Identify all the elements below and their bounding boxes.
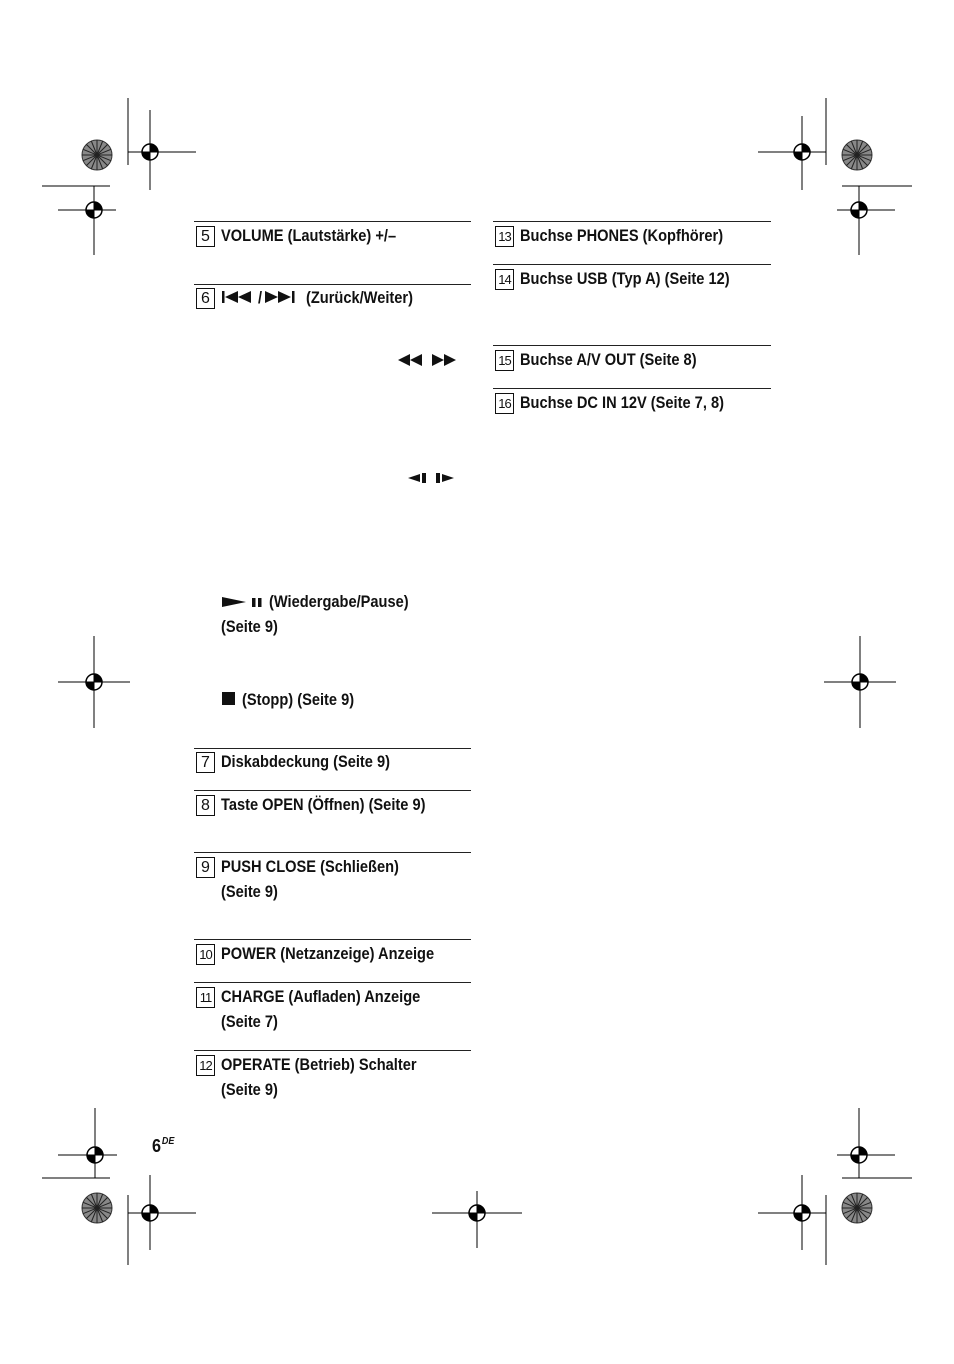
divider [194,1050,471,1051]
item-12-label: OPERATE (Betrieb) Schalter [221,1055,417,1074]
prev-icon [222,290,258,304]
item-number: 10 [196,944,215,965]
item-9-label: PUSH CLOSE (Schließen) [221,857,399,876]
divider [493,388,771,389]
item-number: 9 [196,857,215,878]
item-16-label: Buchse DC IN 12V (Seite 7, 8) [520,393,724,412]
slow-step-icon [408,472,458,484]
divider [493,264,771,265]
play-pause-icon [222,595,266,609]
item-6-label: (Zurück/Weiter) [306,288,413,307]
item-14-label: Buchse USB (Typ A) (Seite 12) [520,269,730,288]
stop-label: (Stopp) (Seite 9) [242,690,355,709]
divider [194,221,471,222]
divider [194,852,471,853]
item-number: 7 [196,752,215,773]
item-7-label: Diskabdeckung (Seite 9) [221,752,391,771]
item-number: 16 [495,393,514,414]
item-15-label: Buchse A/V OUT (Seite 8) [520,350,697,369]
item-number: 11 [196,987,215,1008]
item-number: 15 [495,350,514,371]
item-13-label: Buchse PHONES (Kopfhörer) [520,226,724,245]
item-number: 8 [196,795,215,816]
item-12-page-ref: (Seite 9) [221,1080,278,1099]
divider [493,345,771,346]
next-icon [265,290,301,304]
item-10-label: POWER (Netzanzeige) Anzeige [221,944,435,963]
play-pause-page-ref: (Seite 9) [221,617,278,636]
item-number: 5 [196,226,215,247]
item-number: 13 [495,226,514,247]
item-number: 14 [495,269,514,290]
item-8-label: Taste OPEN (Öffnen) (Seite 9) [221,795,426,814]
item-5-label: VOLUME (Lautstärke) +/– [221,226,397,245]
stop-icon [222,692,235,705]
page-number-value: 6 [152,1136,162,1156]
play-pause-label: (Wiedergabe/Pause) [269,592,409,611]
item-number: 12 [196,1055,215,1076]
item-9-page-ref: (Seite 9) [221,882,278,901]
divider [194,982,471,983]
fast-rewind-forward-icon [398,353,460,367]
item-11-label: CHARGE (Aufladen) Anzeige [221,987,421,1006]
item-11-page-ref: (Seite 7) [221,1012,278,1031]
item-6-separator: / [258,288,263,307]
divider [194,939,471,940]
item-number: 6 [196,288,215,309]
divider [493,221,771,222]
divider [194,790,471,791]
page-number [152,1136,174,1157]
page-language-suffix: DE [161,1136,175,1147]
